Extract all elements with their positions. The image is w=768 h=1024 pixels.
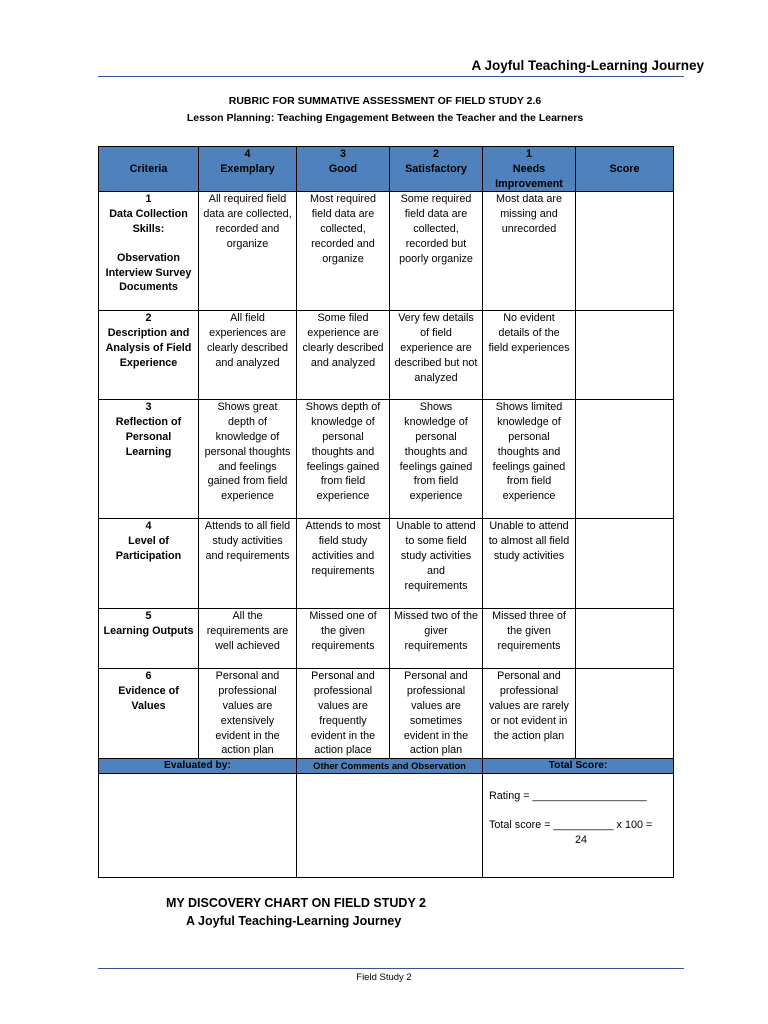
- rubric-row: [99, 400, 674, 519]
- needs-improvement-cell: Missed three of the given requirements: [483, 609, 576, 669]
- col-header-score: [576, 147, 674, 192]
- needs-improvement-cell: Unable to attend to almost all field study activities: [483, 519, 576, 609]
- score-spacer: [489, 804, 673, 818]
- criterion-number: 3: [145, 401, 152, 414]
- total-score-denominator: 24: [574, 833, 587, 846]
- criterion-label: Evidence of Values: [118, 685, 179, 712]
- col-number: 3: [339, 148, 346, 160]
- col-label: Good: [328, 162, 358, 175]
- total-score-label: Total Score:: [483, 759, 674, 774]
- footer-rule: [98, 968, 684, 969]
- criterion-label: Description and Analysis of Field Experience: [105, 327, 192, 369]
- good-cell: Most required field data are collected, recorded and organize: [297, 192, 390, 311]
- criterion-spacer: [103, 237, 194, 251]
- needs-improvement-cell: Personal and professional values are rarely or not evident in the action plan: [483, 669, 576, 759]
- score-cell[interactable]: [576, 311, 674, 400]
- evaluation-row: [99, 774, 674, 878]
- rubric-row: [99, 609, 674, 669]
- needs-improvement-cell: Most data are missing and unrecorded: [483, 192, 576, 311]
- rubric-subtitle: Lesson Planning: Teaching Engagement Between the Teacher and the Learners: [186, 112, 584, 124]
- satisfactory-cell: Some required field data are collected, recorded but poorly organize: [390, 192, 483, 311]
- rubric-row: [99, 192, 674, 311]
- discovery-chart-title: MY DISCOVERY CHART ON FIELD STUDY 2: [166, 896, 426, 910]
- criterion-cell: [99, 519, 199, 609]
- criterion-cell: [99, 669, 199, 759]
- good-cell: Shows depth of knowledge of personal thoughts and feelings gained from field experience: [297, 400, 390, 519]
- col-number: 2: [432, 148, 439, 160]
- rubric-table: [98, 146, 674, 878]
- comments-label: Other Comments and Observation: [297, 759, 483, 774]
- criterion-number: 2: [145, 312, 152, 325]
- score-cell[interactable]: [576, 192, 674, 311]
- criterion-number: 5: [145, 610, 152, 623]
- criterion-cell: [99, 192, 199, 311]
- criterion-cell: [99, 609, 199, 669]
- criterion-label: Level of Participation: [115, 535, 182, 562]
- satisfactory-cell: Personal and professional values are sometimes evident in the action plan: [390, 669, 483, 759]
- col-header-criteria: [99, 147, 199, 192]
- col-label: Score: [609, 162, 640, 175]
- good-cell: Missed one of the given requirements: [297, 609, 390, 669]
- col-label: Satisfactory: [405, 162, 467, 175]
- col-label: Exemplary: [220, 162, 275, 175]
- score-cell[interactable]: [576, 400, 674, 519]
- criterion-detail: Observation Interview Survey Documents: [105, 251, 192, 294]
- rubric-title: RUBRIC FOR SUMMATIVE ASSESSMENT OF FIELD STUDY 2.6: [228, 95, 542, 107]
- col-number: 1: [525, 148, 532, 160]
- criterion-number: 6: [145, 670, 152, 683]
- total-score-formula[interactable]: Total score = __________ x 100 =: [489, 818, 653, 831]
- criterion-cell: [99, 400, 199, 519]
- score-cell[interactable]: [576, 609, 674, 669]
- exemplary-cell: Shows great depth of knowledge of personal thoughts and feelings gained from field experience: [199, 400, 297, 519]
- running-header: A Joyful Teaching-Learning Journey: [471, 58, 704, 73]
- criterion-number: 4: [145, 520, 152, 533]
- col-header-good: [297, 147, 390, 192]
- needs-improvement-cell: Shows limited knowledge of personal thoughts and feelings gained from field experience: [483, 400, 576, 519]
- good-cell: Personal and professional values are frequently evident in the action place: [297, 669, 390, 759]
- exemplary-cell: All required field data are collected, recorded and organize: [199, 192, 297, 311]
- criterion-cell: [99, 311, 199, 400]
- col-header-exemplary: [199, 147, 297, 192]
- col-label: Criteria: [129, 162, 168, 175]
- page-footer: Field Study 2: [356, 972, 412, 983]
- comments-box[interactable]: [297, 774, 483, 878]
- evaluation-header-row: [99, 759, 674, 774]
- exemplary-cell: Personal and professional values are extensively evident in the action plan: [199, 669, 297, 759]
- criterion-label: Learning Outputs: [103, 625, 194, 638]
- discovery-chart-subtitle: A Joyful Teaching-Learning Journey: [186, 914, 402, 928]
- satisfactory-cell: Very few details of field experience are described but not analyzed: [390, 311, 483, 400]
- satisfactory-cell: Missed two of the giver requirements: [390, 609, 483, 669]
- total-score-box: [483, 774, 674, 878]
- col-number: 4: [244, 148, 251, 160]
- header-row: [99, 147, 674, 192]
- evaluator-signature-box[interactable]: [99, 774, 297, 878]
- good-cell: Attends to most field study activities and requirements: [297, 519, 390, 609]
- criterion-label: Reflection of Personal Learning: [115, 416, 182, 458]
- col-header-needs-improvement: [483, 147, 576, 192]
- exemplary-cell: All the requirements are well achieved: [199, 609, 297, 669]
- criterion-number: 1: [145, 193, 152, 206]
- good-cell: Some filed experience are clearly described and analyzed: [297, 311, 390, 400]
- evaluated-by-label: Evaluated by:: [99, 759, 297, 774]
- exemplary-cell: Attends to all field study activities and requirements: [199, 519, 297, 609]
- rubric-row: [99, 519, 674, 609]
- score-cell[interactable]: [576, 669, 674, 759]
- col-label: Needs Improvement: [495, 162, 563, 190]
- rubric-row: [99, 669, 674, 759]
- criterion-label: Data Collection Skills:: [109, 208, 188, 235]
- satisfactory-cell: Shows knowledge of personal thoughts and feelings gained from field experience: [390, 400, 483, 519]
- rating-line[interactable]: Rating = ___________________: [489, 790, 647, 803]
- exemplary-cell: All field experiences are clearly described and analyzed: [199, 311, 297, 400]
- header-rule: [98, 76, 684, 77]
- rubric-row: [99, 311, 674, 400]
- col-header-satisfactory: [390, 147, 483, 192]
- satisfactory-cell: Unable to attend to some field study activities and requirements: [390, 519, 483, 609]
- score-cell[interactable]: [576, 519, 674, 609]
- needs-improvement-cell: No evident details of the field experiences: [483, 311, 576, 400]
